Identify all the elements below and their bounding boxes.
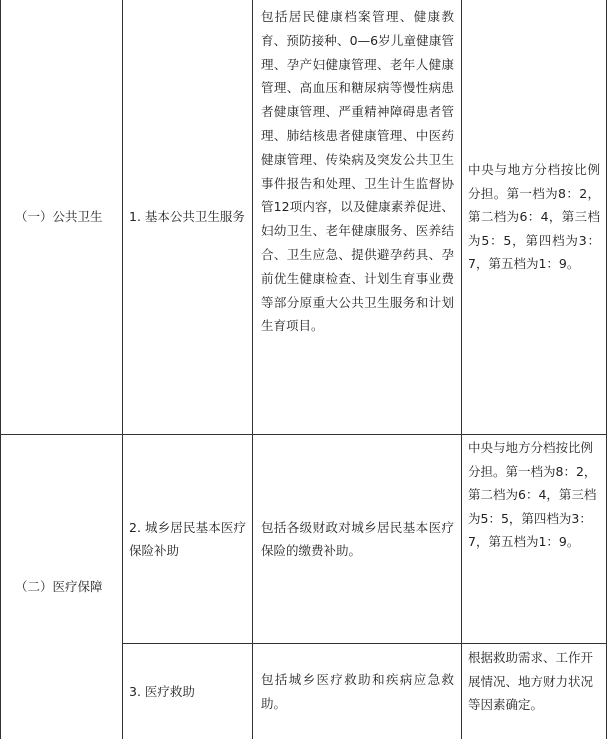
- grid-line: [606, 0, 607, 739]
- item-label: 2. 城乡居民基本医疗保险补助: [129, 519, 246, 558]
- category-label: （一）公共卫生: [15, 209, 103, 225]
- sharing-cell: [462, 0, 606, 434]
- sharing-text: 中央与地方分档按比例分担。第一档为8：2，第二档为6：4，第三档为5：5，第四档为3：7，第五档为1：9。: [468, 440, 597, 549]
- sharing-text: 中央与地方分档按比例分担。第一档为8：2，第二档为6：4，第三档为5：5，第四档为3：7，第五档为1：9。: [468, 162, 600, 272]
- item-cell: [123, 644, 252, 739]
- sharing-cell: [462, 644, 606, 739]
- sharing-text: 根据救助需求、工作开展情况、地方财力状况等因素确定。: [468, 650, 594, 712]
- content-text: 包括城乡医疗救助和疾病应急救助。: [261, 672, 454, 711]
- content-cell: [253, 435, 461, 643]
- category-label: （二）医疗保障: [15, 579, 103, 595]
- content-cell: [253, 644, 461, 739]
- item-label: 1. 基本公共卫生服务: [129, 209, 245, 225]
- sharing-cell: [462, 435, 606, 643]
- content-cell: [253, 1, 461, 433]
- item-label: 3. 医疗救助: [129, 683, 195, 699]
- category-cell: [1, 0, 122, 434]
- content-text: 包括居民健康档案管理、健康教育、预防接种、0—6岁儿童健康管理、孕产妇健康管理、老年人健康管理、高血压和糖尿病等慢性病患者健康管理、严重精神障碍患者管理、肺结核患者健康管理、中医药健康管理、传染病及突发公共卫生事件报告和处理、卫生计生监督协管12项内容，以及健康素养促进、妇幼卫生、老年健康服务、医养结合、卫生应急、提供避孕药具、孕前优生健康检查、计划生育事业费等部分原重大公共卫生服务和计划生育项目。: [261, 9, 454, 334]
- item-cell: [123, 0, 252, 434]
- category-cell: [1, 435, 122, 739]
- content-text: 包括各级财政对城乡居民基本医疗保险的缴费补助。: [261, 519, 454, 558]
- item-cell: [123, 435, 252, 643]
